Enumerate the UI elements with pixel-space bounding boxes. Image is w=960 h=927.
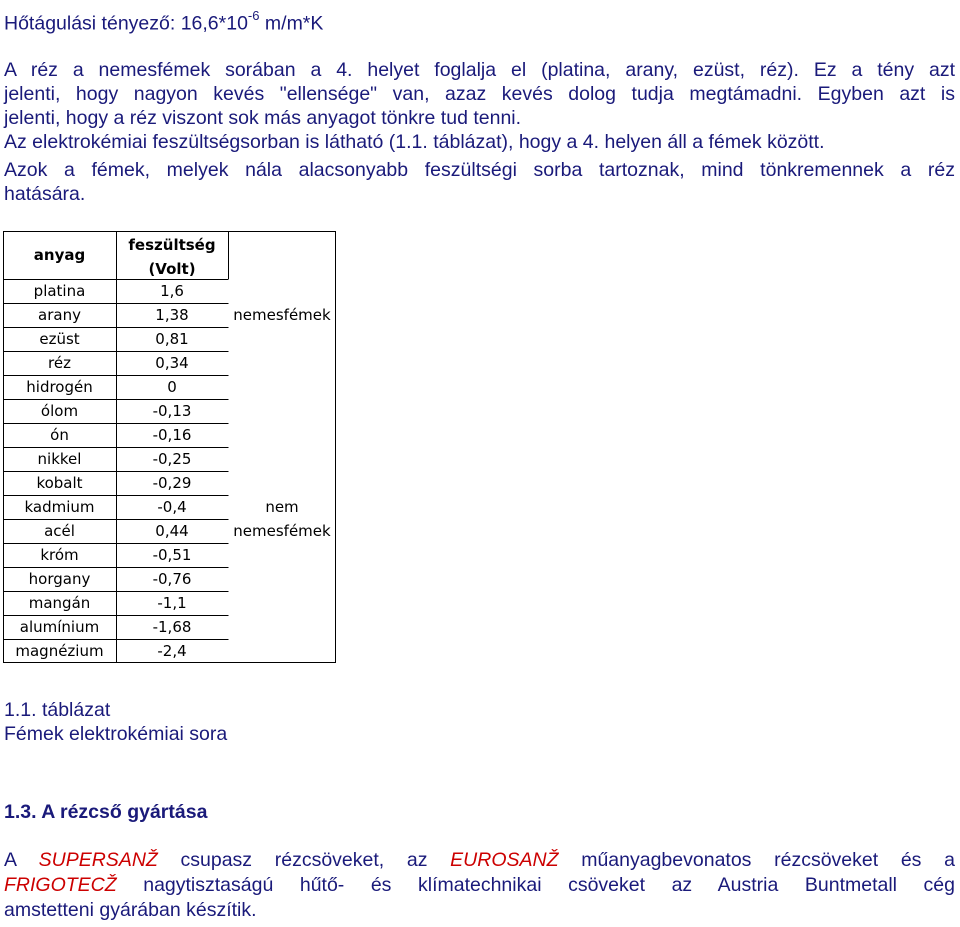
table-cell-material: ezüst	[39, 330, 80, 348]
paragraph-line: A réz a nemesfémek sorában a 4. helyet foglalja el (platina, arany, ezüst, réz). Ez a tény azt	[4, 59, 955, 81]
section-heading: 1.3. A rézcső gyártása	[4, 801, 208, 823]
header-material: anyag	[33, 246, 86, 264]
text: csupasz rézcsöveket, az	[180, 849, 428, 871]
brand-name: EUROSANŽ	[450, 849, 559, 871]
paragraph-line: jelenti, hogy a réz viszont sok más anyagot tönkre tud tenni.	[4, 107, 522, 129]
table-cell-voltage: 1,6	[160, 282, 184, 300]
heat-expansion-line	[4, 6, 323, 36]
paragraph-line	[4, 848, 955, 872]
group-label-noble: nemesfémek	[233, 306, 331, 324]
table-cell-material: horgany	[28, 570, 91, 588]
heat-expansion-suffix: m/m*K	[259, 12, 324, 35]
text: nagytisztaságú hűtő- és klímatechnikai csöveket az Austria Buntmetall cég	[143, 874, 955, 896]
table-cell-voltage: -0,25	[152, 450, 192, 468]
paragraph-line	[4, 873, 955, 897]
electrochemical-series-table	[3, 231, 336, 663]
header-voltage-unit: (Volt)	[148, 260, 196, 278]
table-cell-material: réz	[48, 354, 71, 372]
table-cell-voltage: -0,16	[152, 426, 192, 444]
paragraph-line: hatására.	[4, 183, 86, 205]
paragraph-line: Az elektrokémiai feszültségsorban is látható (1.1. táblázat), hogy a 4. helyen áll a fémek között.	[4, 131, 825, 153]
table-cell-material: platina	[33, 282, 86, 300]
table-cell-voltage: 0,44	[155, 522, 189, 540]
header-voltage: feszültség	[128, 236, 216, 254]
table-cell-material: kobalt	[36, 474, 83, 492]
brand-name: SUPERSANŽ	[38, 849, 158, 871]
table-cell-material: acél	[44, 522, 75, 540]
table-cell-voltage: 0,81	[155, 330, 189, 348]
table-cell-material: nikkel	[37, 450, 82, 468]
paragraph-line: jelenti, hogy nagyon kevés "ellensége" van, azaz kevés dolog tudja megtámadni. Egyben azt is	[4, 83, 955, 105]
table-cell-voltage: 1,38	[155, 306, 189, 324]
table-cell-voltage: -0,51	[152, 546, 192, 564]
table-cell-voltage: -0,29	[152, 474, 192, 492]
table-cell-material: hidrogén	[26, 378, 93, 396]
brand-name: FRIGOTECŽ	[4, 874, 117, 896]
paragraph-line: Azok a fémek, melyek nála alacsonyabb feszültségi sorba tartoznak, mind tönkremennek a réz	[4, 159, 955, 181]
table-cell-material: kadmium	[24, 498, 95, 516]
table-cell-voltage: -2,4	[157, 642, 187, 660]
text: műanyagbevonatos rézcsöveket és a	[581, 849, 955, 871]
heat-expansion-exponent: -6	[247, 8, 260, 23]
group-label-non-noble-2: nemesfémek	[233, 522, 331, 540]
table-cell-material: ólom	[40, 402, 79, 420]
table-cell-voltage: -1,68	[152, 618, 192, 636]
table-caption-number: 1.1. táblázat	[4, 699, 111, 721]
table-cell-voltage: -1,1	[157, 594, 187, 612]
table-cell-voltage: -0,76	[152, 570, 192, 588]
table-cell-material: arany	[38, 306, 81, 324]
table-cell-voltage: -0,13	[152, 402, 192, 420]
heat-expansion-prefix: Hőtágulási tényező: 16,6*10	[4, 12, 248, 35]
table-cell-material: ón	[50, 426, 69, 444]
table-cell-material: magnézium	[15, 642, 104, 660]
table-cell-material: króm	[40, 546, 79, 564]
table-cell-voltage: -0,4	[157, 498, 187, 516]
text: A	[4, 849, 16, 871]
group-label-non-noble: nem	[265, 498, 299, 516]
table-cell-material: mangán	[28, 594, 91, 612]
table-cell-voltage: 0,34	[155, 354, 189, 372]
table-caption-title: Fémek elektrokémiai sora	[4, 723, 228, 745]
table-cell-voltage: 0	[167, 378, 177, 396]
table-cell-material: alumínium	[19, 618, 100, 636]
paragraph-line: amstetteni gyárában készítik.	[4, 899, 257, 921]
